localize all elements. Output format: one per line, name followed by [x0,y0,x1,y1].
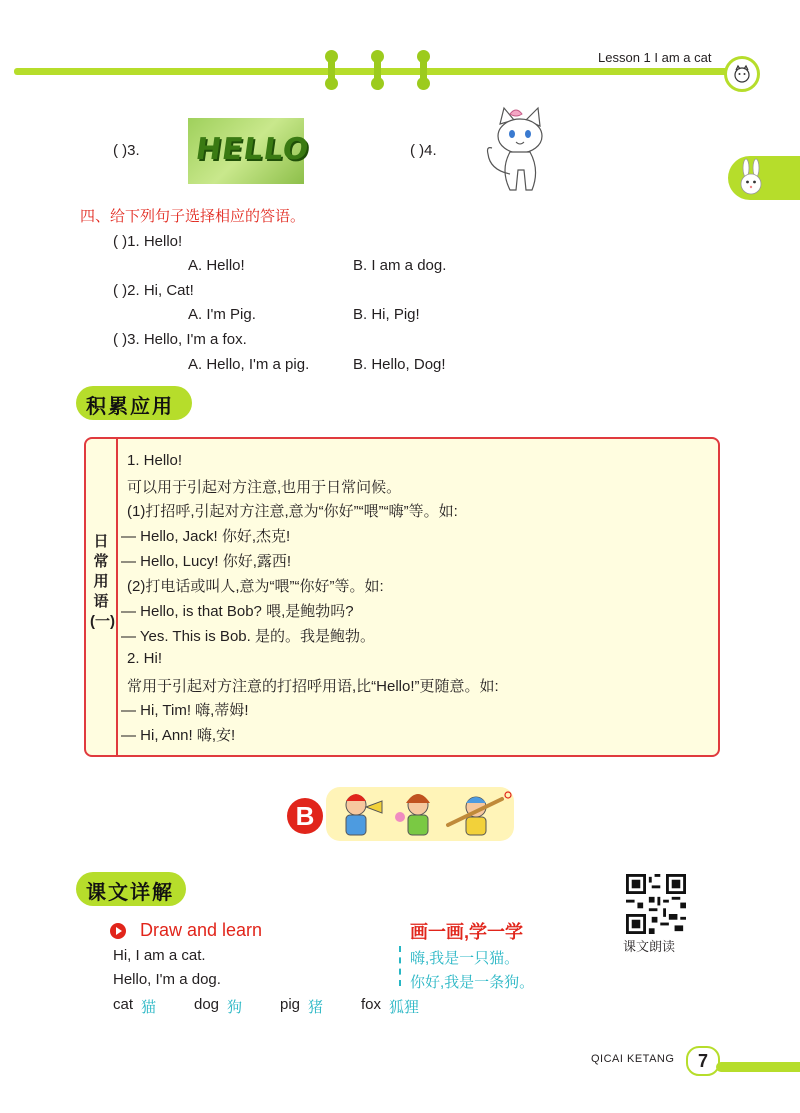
s4-option-2b: B. Hi, Pig! [353,306,420,323]
word-en: cat [113,996,134,1013]
binder-hook [420,54,427,86]
cat-logo-icon [724,56,760,92]
word-en: pig [280,996,301,1013]
word-zh: 猫 [141,999,157,1016]
sentence-zh: 你好,我是一条狗。 [410,974,535,991]
s4-option-3a: A. Hello, I'm a pig. [188,356,310,373]
rabbit-icon [732,156,772,200]
note-line: (2)打电话或叫人,意为“喂”“你好”等。如: [127,578,384,595]
note-line: 2. Hi! [127,650,163,667]
draw-learn-title: Draw and learn [140,920,263,940]
s4-option-2a: A. I'm Pig. [188,306,256,323]
side-tab [728,156,800,200]
lesson-title: Lesson 1 I am a cat [598,50,712,65]
note-line: 常用于引起对方注意的打招呼用语,比“Hello!”更随意。如: [127,678,499,695]
sentence-zh: 嗨,我是一只猫。 [410,950,520,967]
word-en: fox [361,996,382,1013]
sentence-en: Hello, I'm a dog. [113,971,221,988]
dashed-divider [399,946,403,986]
page-number: 7 [686,1046,720,1076]
word-en: dog [194,996,220,1013]
note-line: 可以用于引起对方注意,也用于日常问候。 [127,479,402,496]
footer-bar [716,1062,800,1072]
note-line: — Hi, Ann! 嗨,安! [121,727,236,744]
s4-question-2: ( )2. Hi, Cat! [113,282,194,299]
binder-hook [328,54,335,86]
note-line: 1. Hello! [127,452,183,469]
question-4-label: ( )4. [410,142,437,159]
notes-side-label: 日常用语(一) [90,533,115,630]
word-zh: 猪 [308,999,324,1016]
qr-label: 课文朗读 [623,939,676,954]
s4-option-1b: B. I am a dog. [353,257,447,274]
s4-question-1: ( )1. Hello! [113,233,183,250]
question-3-label: ( )3. [113,142,140,159]
section-tag-accumulate [76,386,192,420]
note-line: — Hello, Lucy! 你好,露西! [121,553,292,570]
section-4-title: 四、给下列句子选择相应的答语。 [80,208,306,225]
notes-divider [116,437,118,757]
header-bar [14,68,732,75]
section-tag-label: 积累应用 [86,394,174,418]
note-line: — Hello, is that Bob? 喂,是鲍勃吗? [121,603,354,620]
section-b-badge: B [287,798,323,834]
note-line: — Hi, Tim! 嗨,蒂姆! [121,702,249,719]
hello-picture [188,118,312,184]
note-line: — Hello, Jack! 你好,杰克! [121,528,291,545]
note-line: — Yes. This is Bob. 是的。我是鲍勃。 [121,628,375,645]
play-icon[interactable] [110,923,126,939]
draw-learn-title-zh: 画一画,学一学 [410,922,524,942]
kids-illustration [326,787,514,841]
section-tag-text-explain [76,872,186,906]
word-zh: 狗 [227,999,243,1016]
footer-brand: QICAI KETANG [591,1053,675,1065]
white-cat-picture [482,104,562,196]
s4-option-3b: B. Hello, Dog! [353,356,446,373]
hello-word: HELLO [193,132,312,167]
qr-code-icon[interactable] [626,874,686,934]
s4-question-3: ( )3. Hello, I'm a fox. [113,331,247,348]
section-tag-label: 课文详解 [86,880,174,904]
binder-hook [374,54,381,86]
sentence-en: Hi, I am a cat. [113,947,206,964]
word-zh: 狐狸 [389,999,420,1016]
s4-option-1a: A. Hello! [188,257,245,274]
note-line: (1)打招呼,引起对方注意,意为“你好”“喂”“嗨”等。如: [127,503,458,520]
